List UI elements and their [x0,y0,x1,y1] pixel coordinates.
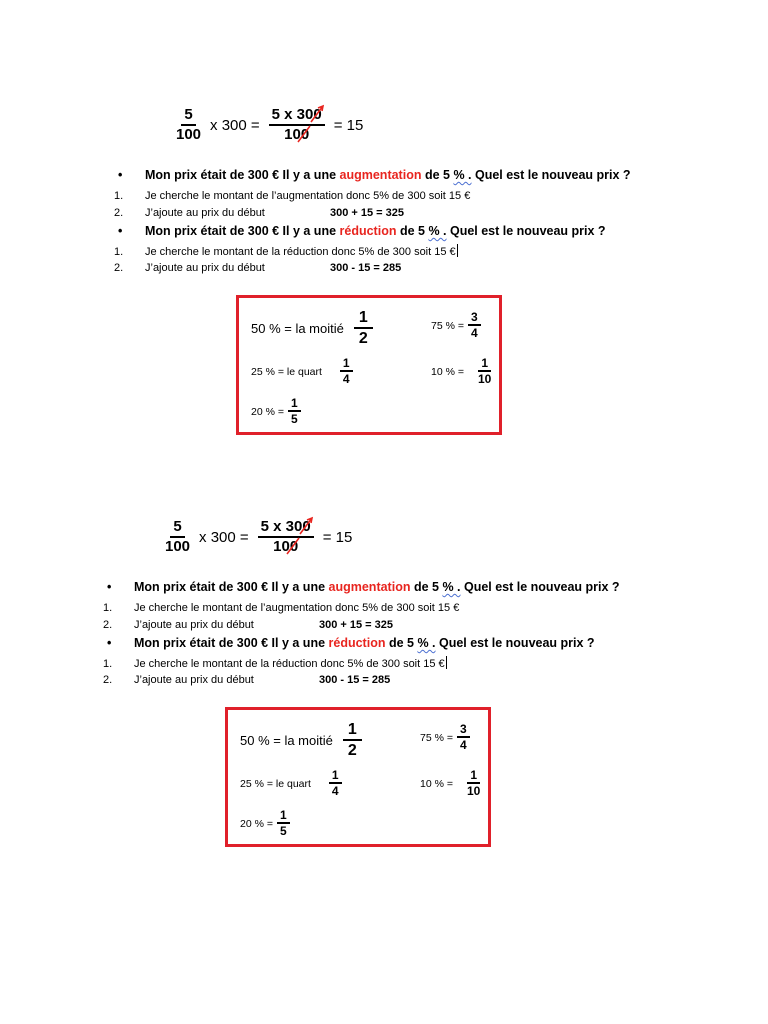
item-label: 50 % = la moitié [240,733,333,748]
fraction-numerator: 1 [277,808,290,824]
step-text: J’ajoute au prix du début [145,262,265,274]
struck-zeros [293,127,310,143]
struck-zeros [282,539,299,555]
fraction-denominator: 4 [331,784,339,798]
question-text-mid: de 5 [421,168,454,182]
item-label: 10 % = [420,777,453,790]
question-text-mid: de 5 [410,580,443,594]
fraction-denominator: 10 [466,784,481,798]
step-1-augmentation [101,602,459,614]
text-cursor [457,244,458,257]
question-text-pre: Mon prix était de 300 € Il y a une [145,168,340,182]
equation-result: = 15 [333,116,364,134]
question-text-mid: de 5 [396,224,429,238]
step-text: J’ajoute au prix du début [134,674,254,686]
exercise-block-2 [101,502,661,882]
step-text: Je cherche le montant de la réduction donc 5% de 300 soit 15 € [145,246,456,258]
item-twenty-percent [251,396,301,427]
item-label: 75 % = [420,731,453,744]
fraction-one-quarter [340,356,353,387]
fraction-denominator: 5 [279,824,287,838]
step-number: 1. [114,190,124,202]
fraction-denominator: 100 [165,538,191,555]
step-number: 1. [103,658,113,670]
fraction-numerator: 1 [288,396,301,412]
bullet-icon: • [107,636,112,650]
bullet-icon: • [118,168,123,182]
struck-zeros [294,519,311,535]
item-twenty-five-percent [240,768,342,799]
item-label: 50 % = la moitié [251,321,344,336]
question-text-pre: Mon prix était de 300 € Il y a une [134,636,329,650]
question-text-pre: Mon prix était de 300 € Il y a une [134,580,329,594]
step-2-reduction [101,674,391,686]
fraction-denominator: 100 [176,126,202,143]
keyword-augmentation: augmentation [328,580,411,594]
step-number: 1. [114,246,124,258]
question-reduction [112,224,606,238]
multiply-300: x 300 = [210,116,260,134]
item-label: 10 % = [431,365,464,378]
item-seventy-five-percent [420,722,470,753]
fraction-numerator: 1 [467,768,480,784]
percent-symbol: % . [453,168,472,182]
struck-zeros-text: 00 [292,126,310,143]
question-text-mid: de 5 [385,636,418,650]
fraction-denominator: 4 [342,372,350,386]
step-1-reduction [101,656,447,670]
step-number: 2. [103,619,113,631]
numerator-text: 5 x 3 [271,106,306,123]
question-augmentation [112,168,631,182]
question-text-pre: Mon prix était de 300 € Il y a une [145,224,340,238]
multiply-300: x 300 = [199,528,249,546]
text-cursor [446,656,447,669]
fraction-numerator: 5 [181,107,195,126]
fraction-numerator [269,107,325,126]
step-result: 300 - 15 = 285 [319,674,391,686]
fraction-one-fifth [288,396,301,427]
question-text-post: Quel est le nouveau prix ? [471,168,631,182]
bullet-icon: • [107,580,112,594]
fraction-numerator: 1 [340,356,353,372]
step-text: Je cherche le montant de la réduction donc 5% de 300 soit 15 € [134,658,445,670]
item-ten-percent [420,768,480,799]
item-label: 25 % = le quart [240,777,311,790]
bullet-icon: • [118,224,123,238]
item-ten-percent [431,356,491,387]
step-result: 300 - 15 = 285 [330,262,402,274]
equation-result: = 15 [322,528,353,546]
fraction-one-half [354,308,373,349]
step-2-augmentation [101,619,394,631]
keyword-augmentation: augmentation [339,168,422,182]
exercise-block-1 [112,90,672,470]
step-1-reduction [112,244,458,258]
denominator-text: 1 [273,538,282,555]
step-result: 300 + 15 = 325 [330,207,405,219]
struck-zeros [305,107,322,123]
item-twenty-five-percent [251,356,353,387]
item-label: 25 % = le quart [251,365,322,378]
fraction-denominator: 4 [459,738,467,752]
fraction-numerator: 1 [354,308,373,329]
step-number: 2. [103,674,113,686]
struck-zeros-text: 00 [294,518,311,535]
fraction-5-over-100 [165,519,190,555]
equation [172,100,368,150]
fraction-denominator: 2 [358,330,368,347]
percent-symbol: % . [417,636,436,650]
item-label: 75 % = [431,319,464,332]
fraction-simplified [269,107,325,143]
fraction-denominator: 4 [470,326,478,340]
percent-fraction-box [225,707,491,847]
question-text-post: Quel est le nouveau prix ? [446,224,606,238]
step-number: 2. [114,207,124,219]
fraction-three-quarters [457,722,470,753]
step-number: 2. [114,262,124,274]
struck-zeros-text: 00 [281,538,299,555]
item-label: 20 % = [240,817,273,830]
item-seventy-five-percent [431,310,481,341]
numerator-text: 5 x 3 [260,518,295,535]
step-text: Je cherche le montant de l’augmentation donc 5% de 300 soit 15 € [134,602,460,614]
question-augmentation [101,580,620,594]
fraction-one-tenth [467,768,480,799]
item-fifty-percent [240,720,362,761]
fraction-denominator: 2 [347,742,357,759]
fraction-one-half [343,720,362,761]
fraction-simplified [258,519,314,555]
fraction-denominator [273,538,298,555]
fraction-denominator [284,126,309,143]
fraction-numerator: 1 [478,356,491,372]
fraction-one-fifth [277,808,290,839]
fraction-numerator: 1 [343,720,362,741]
fraction-numerator [258,519,314,538]
fraction-denominator: 5 [290,412,298,426]
keyword-reduction: réduction [339,224,397,238]
fraction-numerator: 3 [457,722,470,738]
step-text: J’ajoute au prix du début [134,619,254,631]
item-label: 20 % = [251,405,284,418]
equation [161,512,357,562]
denominator-text: 1 [284,126,293,143]
step-2-reduction [112,262,402,274]
struck-zeros-text: 00 [305,106,322,123]
question-text-post: Quel est le nouveau prix ? [460,580,620,594]
fraction-numerator: 1 [329,768,342,784]
step-text: Je cherche le montant de l’augmentation donc 5% de 300 soit 15 € [145,190,471,202]
item-twenty-percent [240,808,290,839]
step-2-augmentation [112,207,405,219]
percent-symbol: % . [428,224,447,238]
step-number: 1. [103,602,113,614]
keyword-reduction: réduction [328,636,386,650]
step-result: 300 + 15 = 325 [319,619,394,631]
percent-fraction-box [236,295,502,435]
fraction-one-quarter [329,768,342,799]
item-fifty-percent [251,308,373,349]
fraction-numerator: 3 [468,310,481,326]
question-text-post: Quel est le nouveau prix ? [435,636,595,650]
question-reduction [101,636,595,650]
percent-symbol: % . [442,580,461,594]
fraction-denominator: 10 [477,372,492,386]
fraction-three-quarters [468,310,481,341]
fraction-numerator: 5 [170,519,184,538]
fraction-5-over-100 [176,107,201,143]
step-1-augmentation [112,190,470,202]
step-text: J’ajoute au prix du début [145,207,265,219]
fraction-one-tenth [478,356,491,387]
